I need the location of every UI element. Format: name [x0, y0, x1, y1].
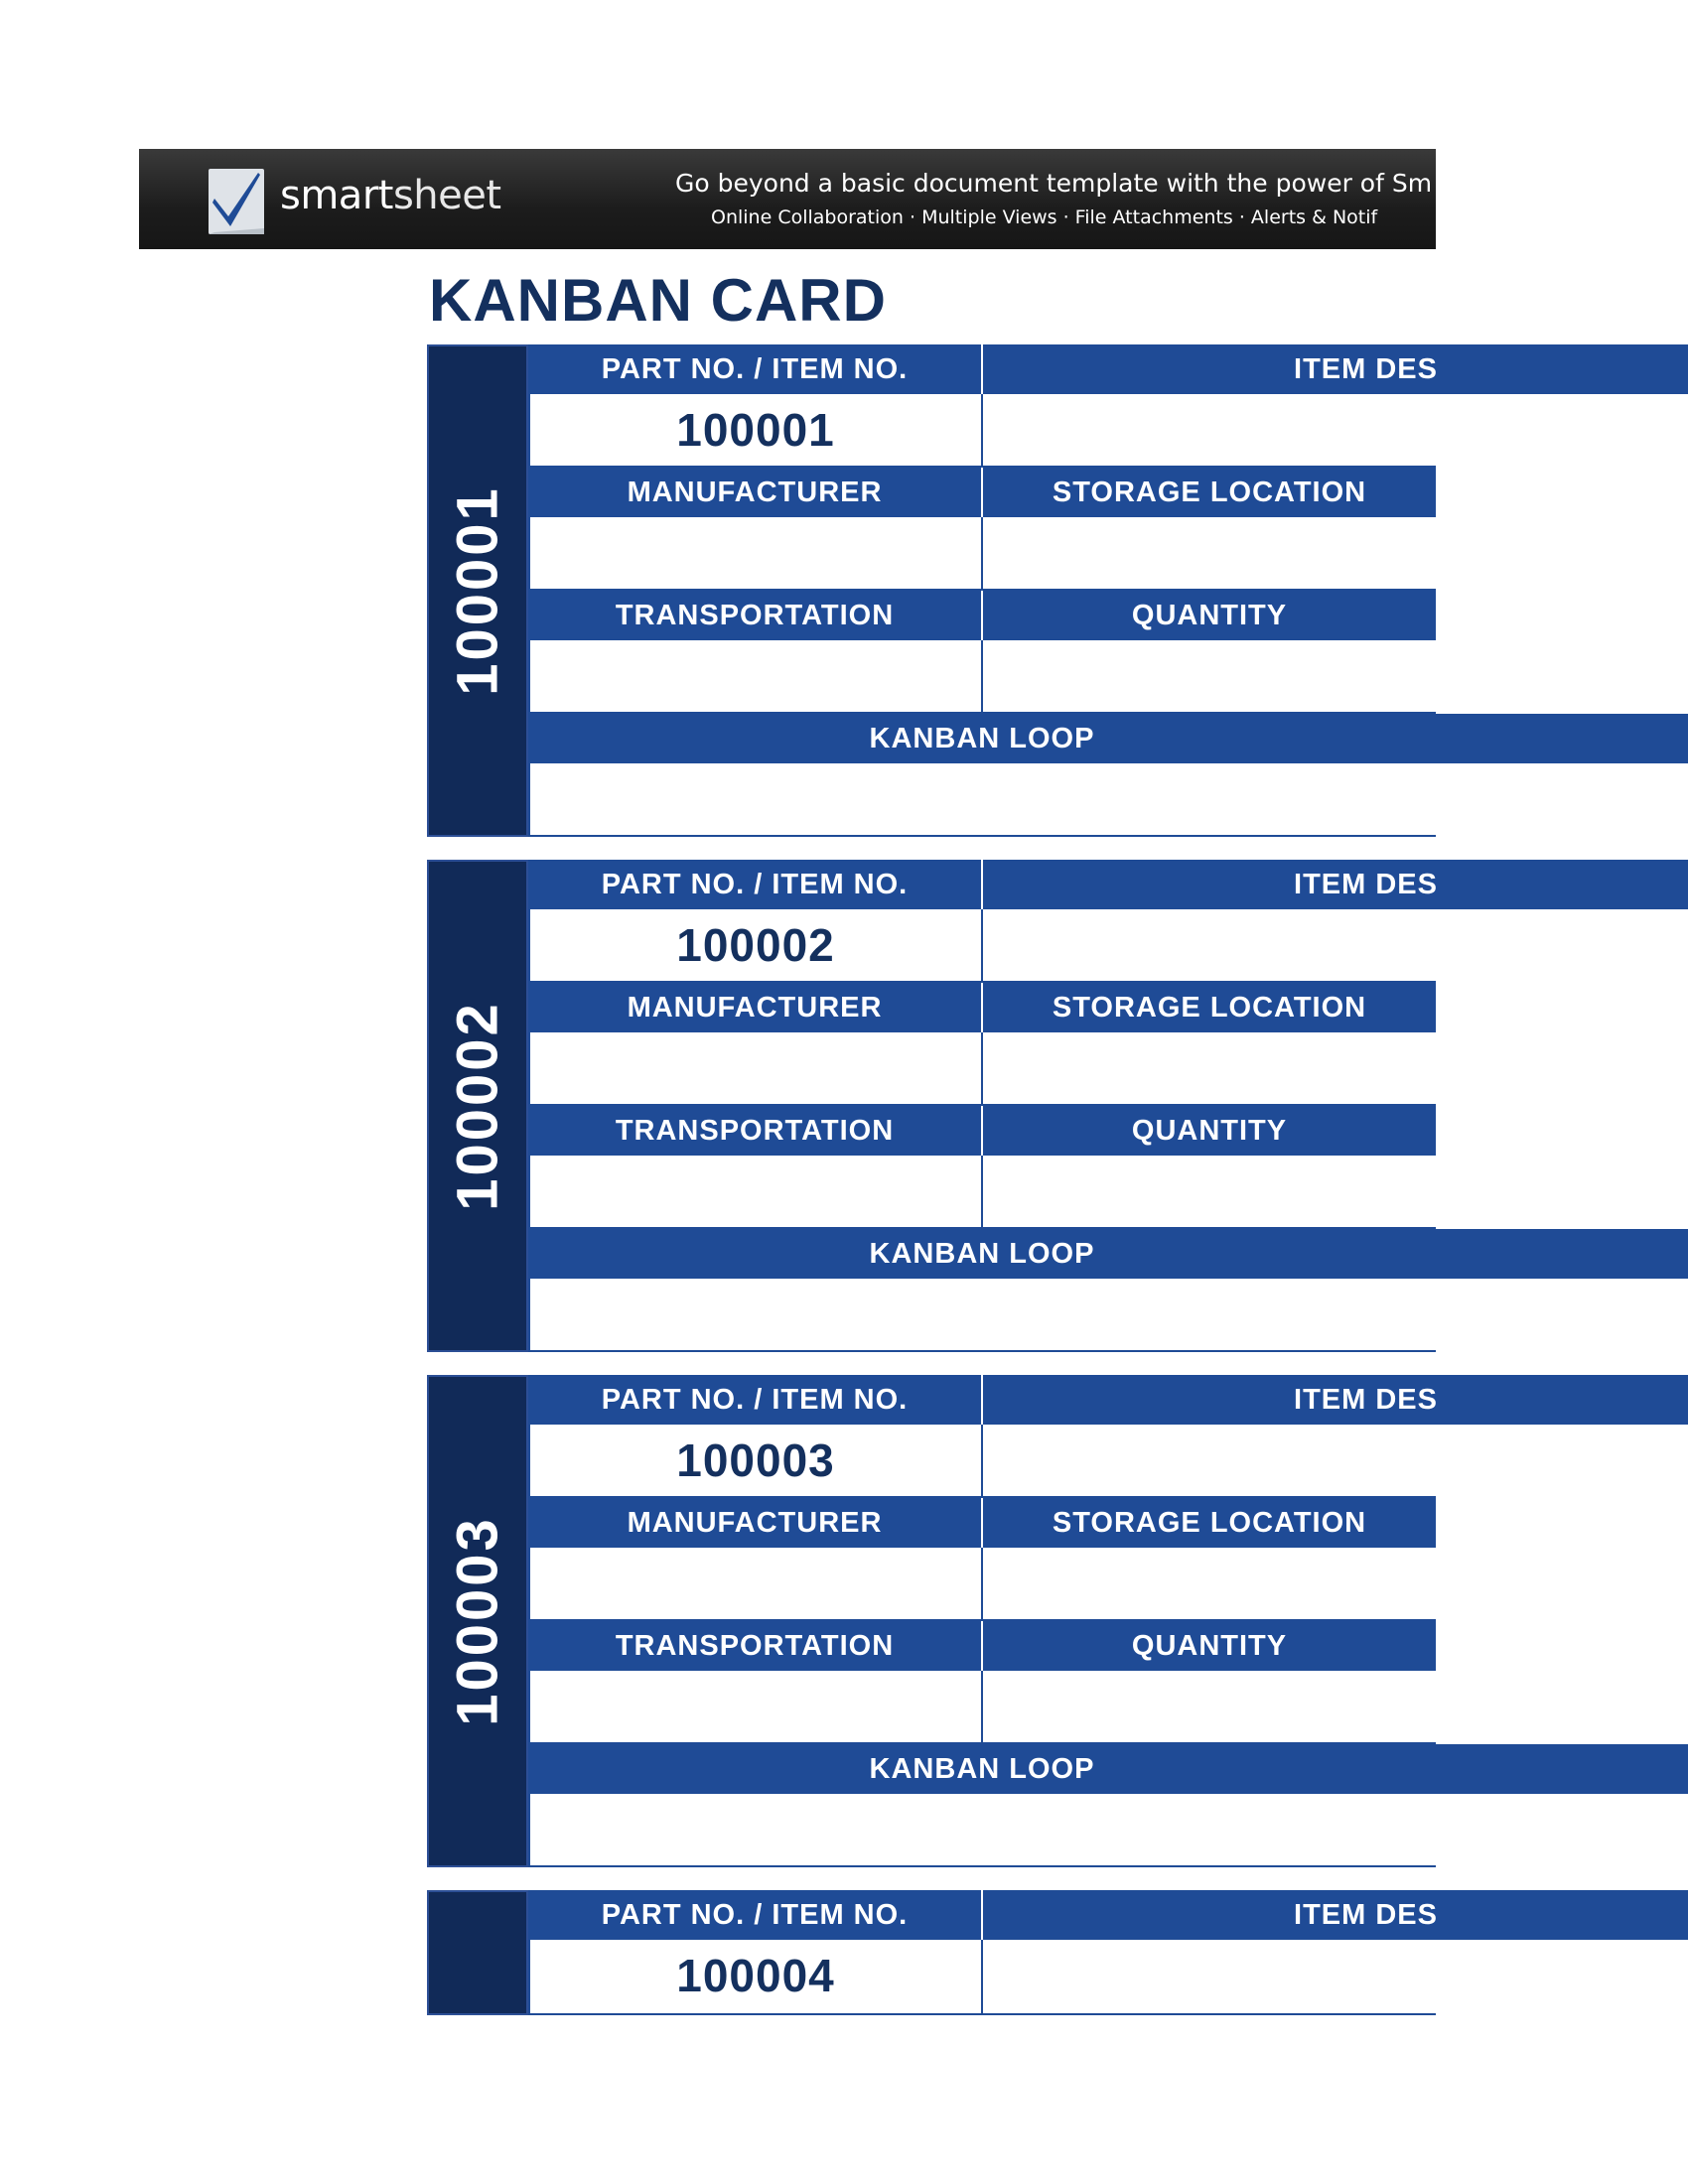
manufacturer-value-cell[interactable] [528, 517, 981, 591]
quantity-value-cell[interactable] [981, 640, 1436, 714]
manufacturer-value-cell[interactable] [528, 1032, 981, 1106]
kanban-loop-header-row [528, 714, 1688, 763]
logo-text-thin: sheet [392, 173, 501, 218]
transportation-label: TRANSPORTATION [528, 591, 981, 640]
storage-location-value-cell[interactable] [981, 1032, 1436, 1106]
manufacturer-label: MANUFACTURER [528, 983, 981, 1032]
storage-location-label: STORAGE LOCATION [981, 983, 1436, 1032]
item-desc-value-cell[interactable] [981, 1425, 1436, 1498]
item-desc-label-text: ITEM DES [1294, 869, 1438, 900]
manufacturer-value-cell[interactable] [528, 1548, 981, 1621]
part-no-value: 100003 [676, 1434, 835, 1486]
quantity-label: QUANTITY [981, 591, 1436, 640]
logo-text-bold: smart [280, 173, 393, 218]
storage-location-label: STORAGE LOCATION [981, 468, 1436, 517]
part-no-value-cell[interactable] [528, 909, 981, 983]
kanban-loop-label: KANBAN LOOP [869, 1238, 1095, 1270]
card-side-label: 100003 [445, 1516, 510, 1726]
card-side-label: 100002 [445, 1001, 510, 1211]
part-no-label: PART NO. / ITEM NO. [528, 1890, 981, 1940]
manufacturer-label: MANUFACTURER [528, 1498, 981, 1548]
kanban-loop-label: KANBAN LOOP [869, 1753, 1095, 1785]
quantity-value-cell[interactable] [981, 1156, 1436, 1229]
promo-features: Online Collaboration · Multiple Views · File Attachments · Alerts & Notif [711, 206, 1378, 228]
kanban-loop-header-row [528, 1744, 1688, 1794]
quantity-label: QUANTITY [981, 1621, 1436, 1671]
kanban-card [427, 860, 1688, 1352]
manufacturer-label: MANUFACTURER [528, 468, 981, 517]
part-no-value: 100004 [676, 1950, 835, 2001]
transportation-value-cell[interactable] [528, 1671, 981, 1744]
transportation-label: TRANSPORTATION [528, 1106, 981, 1156]
checkmark-logo-icon [209, 169, 264, 234]
item-desc-value-cell[interactable] [981, 394, 1436, 468]
quantity-label: QUANTITY [981, 1106, 1436, 1156]
storage-location-label: STORAGE LOCATION [981, 1498, 1436, 1548]
part-no-value-cell[interactable] [528, 394, 981, 468]
item-desc-label-text: ITEM DES [1294, 1899, 1438, 1931]
kanban-loop-label: KANBAN LOOP [869, 723, 1095, 754]
card-body [427, 1890, 1436, 2015]
kanban-loop-value-cell[interactable] [528, 1794, 1436, 1867]
kanban-card [427, 1890, 1688, 2015]
promo-title: Go beyond a basic document template with the power of Sm [675, 169, 1433, 198]
part-no-label: PART NO. / ITEM NO. [528, 1375, 981, 1425]
smartsheet-logo-text [280, 173, 501, 218]
part-no-value: 100001 [676, 404, 835, 456]
storage-location-value-cell[interactable] [981, 1548, 1436, 1621]
kanban-loop-value-cell[interactable] [528, 763, 1436, 837]
transportation-value-cell[interactable] [528, 640, 981, 714]
kanban-loop-header-row [528, 1229, 1688, 1279]
transportation-value-cell[interactable] [528, 1156, 981, 1229]
item-desc-value-cell[interactable] [981, 909, 1436, 983]
item-desc-value-cell[interactable] [981, 1940, 1436, 2015]
part-no-value-cell[interactable] [528, 1940, 981, 2015]
page-title: KANBAN CARD [429, 267, 887, 334]
part-no-label: PART NO. / ITEM NO. [528, 344, 981, 394]
part-no-value-cell[interactable] [528, 1425, 981, 1498]
part-no-value: 100002 [676, 919, 835, 971]
transportation-label: TRANSPORTATION [528, 1621, 981, 1671]
kanban-card [427, 1375, 1688, 1867]
smartsheet-banner[interactable] [139, 149, 1436, 249]
kanban-card [427, 344, 1688, 837]
part-no-label: PART NO. / ITEM NO. [528, 860, 981, 909]
item-desc-label-text: ITEM DES [1294, 353, 1438, 385]
card-side-label: 100001 [445, 485, 510, 696]
storage-location-value-cell[interactable] [981, 517, 1436, 591]
item-desc-label-text: ITEM DES [1294, 1384, 1438, 1416]
kanban-loop-value-cell[interactable] [528, 1279, 1436, 1352]
quantity-value-cell[interactable] [981, 1671, 1436, 1744]
